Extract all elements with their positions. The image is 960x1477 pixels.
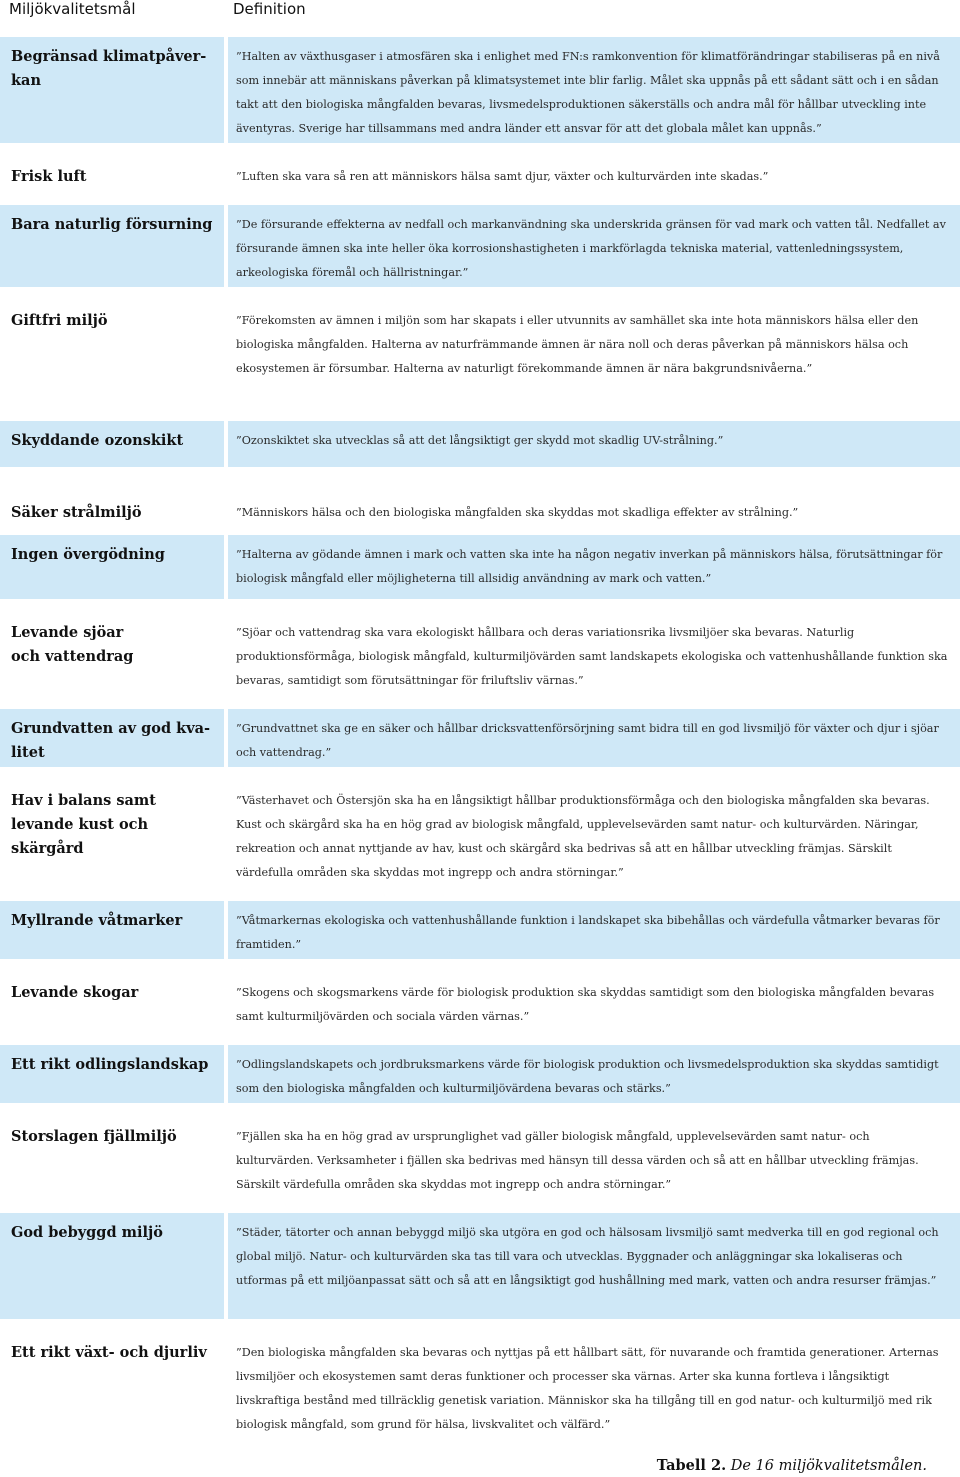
goal-name: Giftfri miljö [11,312,108,329]
table-row [0,421,960,467]
goal-definition: ”De försurande effekterna av nedfall och markanvändning ska underskrida gränsen för vad mark och vatten tål. Nedfallet av försurande ämnen ska inte heller öka korrosionshastigheten i markförlagda tekniska material, vattenledningssystem, arkeologiska föremål och hällristningar.” [228,205,960,287]
goal-definition: ”Sjöar och vattendrag ska vara ekologiskt hållbara och deras variationsrika livsmiljöer ska bevaras. Naturlig produktionsförmåga, biologisk mångfald, kulturmiljövärden samt landskapets ekologiska och vattenhushållande funktion ska bevaras, samtidigt som förutsättningar för friluftsliv värnas.” [236,626,948,687]
goal-definition: ”Ozonskiktet ska utvecklas så att det långsiktigt ger skydd mot skadlig UV-strålning.” [228,421,960,467]
goal-name: Myllrande våtmarker [0,901,224,959]
goal-definition: ”Våtmarkernas ekologiska och vattenhushållande funktion i landskapet ska bibehållas och värdefulla våtmarker bevaras för framtiden.” [228,901,960,959]
header-definition-column: Definition [233,0,306,18]
goal-definition: ”Grundvattnet ska ge en säker och hållbar dricksvattenförsörjning samt bidra till en god livsmiljö för växter och djur i sjöar och vattendrag.” [228,709,960,767]
table-row [0,493,960,527]
goal-name: Ett rikt växt- och djurliv [11,1344,207,1361]
table-row [0,1213,960,1319]
goal-definition: ”Halterna av gödande ämnen i mark och vatten ska inte ha någon negativ inverkan på människors hälsa, förutsättningar för biologisk mångfald eller möjligheterna till allsidig användning av mark och vatten.” [228,535,960,599]
caption-text: De 16 miljökvalitetsmålen. [730,1458,927,1474]
goal-name: Levande sjöar och vattendrag [11,624,134,665]
table-row [0,301,960,383]
table-row [0,613,960,695]
goal-definition: ”Västerhavet och Östersjön ska ha en långsiktigt hållbar produktionsförmåga och den biologiska mångfalden ska bevaras. Kust och skärgård ska ha en hög grad av biologisk mångfald, upplevelsevärden samt natur- och kulturvärden. Näringar, rekreation och annat nyttjande av hav, kust och skärgård ska bedrivas så att en hållbar utveckling främjas. Särskilt värdefulla områden ska skyddas mot ingrepp och andra störningar.” [236,794,930,879]
goal-definition: ”Den biologiska mångfalden ska bevaras och nyttjas på ett hållbart sätt, för nuvarande och framtida generationer. Arternas livsmiljöer och ekosystemen samt deras funktioner och processer ska värnas. Arter ska kunna fortleva i långsiktigt livskraftiga bestånd med tillräcklig genetisk variation. Människor ska ha tillgång till en god natur- och kulturmiljö med rik biologisk mångfald, som grund för hälsa, livskvalitet och välfärd.” [236,1346,939,1431]
goal-definition: ”Förekomsten av ämnen i miljön som har skapats i eller utvunnits av samhället ska inte hota människors hälsa eller den biologiska mångfalden. Halterna av naturfrämmande ämnen är nära noll och deras påverkan på människors hälsa och ekosystemen är försumbar. Halterna av naturligt förekommande ämnen är nära bakgrundsnivåerna.” [236,314,919,375]
table-caption [657,1457,927,1474]
table-row [0,1117,960,1199]
table-row [0,157,960,191]
table-row [0,1333,960,1439]
goal-name: Storslagen fjällmiljö [11,1128,177,1145]
header-term-column: Miljökvalitetsmål [9,0,136,18]
goal-definition: ”Fjällen ska ha en hög grad av ursprunglighet vad gäller biologisk mångfald, upplevelsevärden samt natur- och kulturvärden. Verksamheter i fjällen ska bedrivas med hänsyn till dessa värden och så att en hållbar utveckling främjas. Särskilt värdefulla områden ska skyddas mot ingrepp och andra störningar.” [236,1130,919,1191]
table-row [0,709,960,767]
caption-label: Tabell 2. [656,1457,727,1474]
goal-name: God bebyggd miljö [0,1213,224,1319]
table-row [0,37,960,143]
goal-definition: ”Städer, tätorter och annan bebyggd miljö ska utgöra en god och hälsosam livsmiljö samt medverka till en god regional och global miljö. Natur- och kulturvärden ska tas till vara och utvecklas. Byggnader och anläggningar ska lokaliseras och utformas på ett miljöanpassat sätt och så att en långsiktigt god hushållning med mark, vatten och andra resurser främjas.” [228,1213,960,1319]
goal-name: Säker strålmiljö [11,504,142,521]
goal-name: Begränsad klimatpåver- kan [0,37,224,143]
goal-name: Levande skogar [11,984,139,1001]
goal-name: Hav i balans samt levande kust och skärgård [11,792,156,857]
goal-name: Ingen övergödning [0,535,224,599]
table-row [0,973,960,1031]
table-row [0,781,960,887]
goal-name: Bara naturlig försurning [0,205,224,287]
goal-definition: ”Halten av växthusgaser i atmosfären ska i enlighet med FN:s ramkonvention för klimatförändringar stabiliseras på en nivå som innebär att människans påverkan på klimatsystemet inte blir farlig. Målet ska uppnås på ett sådant sätt och i en sådan takt att den biologiska mångfalden bevaras, livsmedelsproduktionen säkerställs och andra mål för hållbar utveckling inte äventyras. Sverige har tillsammans med andra länder ett ansvar för att det globala målet kan uppnås.” [228,37,960,143]
goal-name: Skyddande ozonskikt [0,421,224,467]
goal-name: Frisk luft [11,168,87,185]
table-row [0,901,960,959]
goal-definition: ”Odlingslandskapets och jordbruksmarkens värde för biologisk produktion och livsmedelsproduktion ska skyddas samtidigt som den biologiska mångfalden och kulturmiljövärdena bevaras och stärks.” [228,1045,960,1103]
table-row [0,535,960,599]
goal-name: Ett rikt odlingslandskap [0,1045,224,1103]
table-row [0,205,960,287]
goal-name: Grundvatten av god kva- litet [0,709,224,767]
goal-definition: ”Skogens och skogsmarkens värde för biologisk produktion ska skyddas samtidigt som den biologiska mångfalden bevaras samt kulturmiljövärden och sociala värden värnas.” [236,986,935,1023]
table-row [0,1045,960,1103]
goal-definition: ”Människors hälsa och den biologiska mångfalden ska skyddas mot skadliga effekter av strålning.” [236,506,799,519]
goal-definition: ”Luften ska vara så ren att människors hälsa samt djur, växter och kulturvärden inte skadas.” [236,170,769,183]
table-header [0,0,960,19]
